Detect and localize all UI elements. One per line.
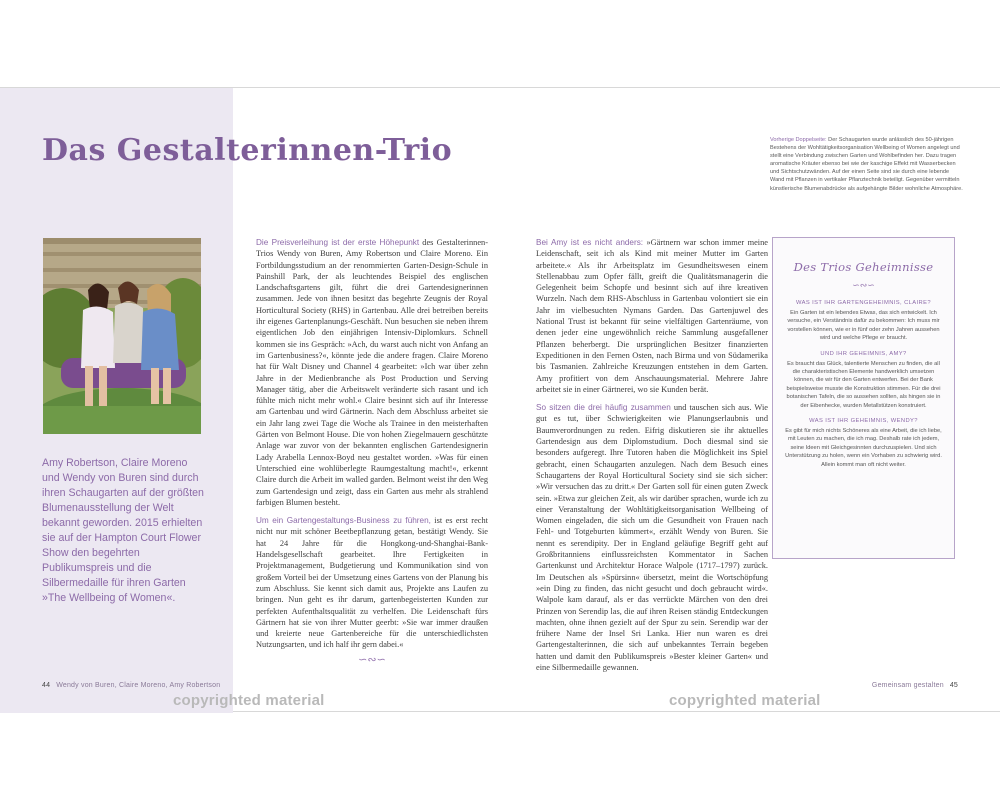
secret-question-amy: UND IHR GEHEIMNIS, AMY?: [820, 350, 907, 357]
watermark-bottom-right: copyrighted material: [669, 692, 821, 709]
secret-answer-wendy: Es gibt für mich nichts Schöneres als eine Arbeit, die ich liebe, mit Leuten zu machen, die ich mag. Deshalb rate ich jedem, seine Ideen mit Gleichgesinnten durchzuspielen. Und sich Unterstützung zu holen, wenn ein Vorhaben zu schwierig wird. Allein kommt man oft nicht weiter.: [785, 428, 942, 468]
ornament-divider: ∽∾∽: [852, 280, 875, 290]
secrets-box: [772, 237, 955, 559]
secret-question-wendy: WAS IST IHR GEHEIMNIS, WENDY?: [809, 418, 918, 425]
running-footer-left: Wendy von Buren, Claire Moreno, Amy Robertson: [56, 682, 221, 689]
paragraph-3: [536, 237, 768, 395]
photo-caption: Amy Robertson, Claire Moreno und Wendy von Buren sind durch ihren Schaugarten auf der größten Blumenausstellung der Welt bekannt geworden. 2015 erhielten sie auf der Hampton Court Flower Show den begehrten Publikumspreis und die Silbermedaille für ihren Garten »The Wellbeing of Women«.: [42, 457, 204, 604]
watermark-bottom-left: copyrighted material: [173, 692, 325, 709]
side-note: [770, 136, 965, 193]
side-note-text: Der Schaugarten wurde anlässlich des 50-jährigen Bestehens der Wohltätigkeitsorganisation Wellbeing of Women angelegt und stellt eine Verbindung zwischen Garten und Wohlbefinden her. Dazu tragen aromatische Kräuter ebenso bei wie der kaschige Effekt mit Wasserbecken und Sichtschutzwänden. Auf der einen Seite sind sie durch eine lebende Wand mit Pflanzen in vertikaler Pflanztechnik beteiligt. Gegenüber vermitteln künstlerische Blumenabdrücke als aufgehängte Bilder wohnliche Atmosphäre.: [770, 137, 963, 192]
paragraph-text: »Gärtnern war schon immer meine Leidenschaft, seit ich als Kind mit meiner Mutter im Garten arbeitete.« Als ihr Arbeitsplatz im Gesundheitswesen einem Stellenabbau zum Opfer fällt, greift die Qualitätsmanagerin die Gelegenheit beim Schopfe und besinnt sich auf ihre kreativen Wurzeln. Nach dem RHS-Abschluss in Gartenbau volontiert sie ein Jahr im vielbesuchten Nymans Garden. Das Gartenjuwel des National Trust ist bekannt für seine vielfältigen Gartenräume, von denen jeder eine ungewöhnlich reiche Sammlung ausgefallener Pflanzen beherbergt. Die ursprünglichen Besitzer finanzierten Expeditionen in den Fernen Osten, nach Birma und von Südamerika bis Tasmanien. Zahlreiche Kreuzungen entstehen in dem Garten. Amy profitiert von dem Anschauungsmaterial. Mehrere Jahre arbeitet sie in einer Gärtnerei, wo sie Kunden berät.: [536, 238, 768, 394]
paragraph-2: [256, 515, 488, 651]
paragraph-1: [256, 237, 488, 508]
secrets-box-title: Des Trios Geheimnisse: [793, 260, 934, 274]
ornament-divider: ∽∾∽: [358, 653, 386, 666]
book-spread: [0, 87, 1000, 712]
paragraph-lead: So sitzen die drei häufig zusammen: [536, 403, 671, 413]
page-number-right: 45: [949, 682, 958, 689]
secret-answer-amy: Es braucht das Glück, talentierte Menschen zu finden, die all die charakteristischen Elemente handwerklich umsetzen können, die wir für den Garten entwerfen. Bei der Bank beispielsweise musste die Konstruktion stimmen. Für die drei botanischen Tafeln, die so aussehen sollten, als hingen sie in der Eibenhecke, wurden Metallstützen konstruiert.: [786, 360, 941, 409]
running-footer-right: Gemeinsam gestalten: [871, 682, 944, 689]
paragraph-lead: Bei Amy ist es nicht anders:: [536, 238, 644, 247]
paragraph-text: des Gestalterinnen-Trios Wendy von Buren, Amy Robertson und Claire Moreno. Ein Fortbildungsstudium an der renommierten Garten-Design-Schule in Painshill Park, der als leuchtendes Beispiel des englischen Landschaftsgartens gilt, führt die drei Gartendesignerinnen zusammen. Jede von ihnen besitzt das begehrte Zeugnis der Royal Horticultural Society (RHS) in Gartenbau. Alle drei betreiben bereits ihr eigenes Gartenplanungs-Geschäft. Nun besuchen sie neben ihrem eigentlichen Job den einjährigen Intensiv-Diplomkurs. Schnell kommen sie ins Gespräch: »Ach, du warst auch nicht von Anfang an im Gartenbusiness?«, könnte jede die andere fragen. Claire Moreno hat für Walt Disney und Channel 4 gearbeitet: »Ich war über zehn Jahre in der Medienbranche als Post Production und Serving Manager tätig, aber die Arbeitswelt veränderte sich rasant und ich fühlte mich nicht mehr wohl.« Claire besinnt sich auf ihr Interesse am Gartenbau und wird Gärtnerin. Nach dem Abschluss arbeitet sie ein Jahr lang zwei Tage die Woche als Trainee in den meisterhaften Gärten von Belmont House. Die von hohen Ziegelmauern geschützte Anlage war zuvor von der bekannten englischen Gartendesignerin Lady Arabella Lennox-Boyd neu gestaltet worden. »Was für einen Unterschied eine wohlüberlegte Raumgestaltung macht!«, erkennt Claire durch die Arbeit im walled garden. Belmont weist ihr den Weg zum Gartendesign und zeigt, dass ein Garten aus mehr als strahlend farbigen Blumen besteht.: [256, 238, 488, 507]
paragraph-text: und tauschen sich aus. Wie gut es tut, über Schwierigkeiten wie Planungserlaubnis und Baumverordnungen zu reden. Eifrig diskutieren sie ihr aktuelles Gartendesign aus dem Diplomstudium. Doch diesmal sind sie besonders aufgeregt. Ihre Tutoren haben die Möglichkeit ins Spiel gebracht, einen Schaugarten anzulegen. Nach dem Besuch eines Schaugartens der Royal Horticultural Society sind sie sich sicher: »Wir versuchen das zu dritt.« Der Garten soll für einen guten Zweck sein. »Etwa zur gleichen Zeit, als wir darüber sprachen, wurde ich zu einer Veranstaltung der Wohltätigkeitsorganisation Wellbeing of Women eingeladen, die sich um die Gesundheit von Frauen nach Fehl- und Totgeburten kümmert«, erzählt Wendy von Buren. Sie nennt es serendipity. Der in England geläufige Begriff geht auf Großbritanniens einflussreichsten Kommentator in Sachen Gartenkunst und Architektur Horace Walpole (1717–1797) zurück. Im Deutschen als »Spürsinn« übersetzt, meint die Wortschöpfung »ein Ding zu finden, das nicht gesucht und doch gebraucht wird«. Walpole kam darauf, als er das verrückte Märchen von den drei Prinzen von Serendip las, die auf ihren Reisen ständig Entdeckungen machten, ohne ihnen gezielt auf der Spur zu sein. Serendip war der frühere Name der Insel Sri Lanka. Hier nun waren es drei Gartengestalterinnen, die sich auf unbekanntes Terrain begeben hatten und damit den Publikumspreis »Bester kleiner Garten« und eine Silbermedaille gewannen.: [536, 403, 768, 672]
secret-question-claire: WAS IST IHR GARTENGEHEIMNIS, CLAIRE?: [795, 300, 932, 306]
paragraph-4: [536, 402, 768, 673]
text-column-left: [256, 237, 488, 666]
paragraph-lead: Die Preisverleihung ist der erste Höhepunkt: [256, 238, 420, 247]
footer-left: [42, 682, 220, 689]
text-column-right: [536, 237, 768, 673]
paragraph-lead: Um ein Gartengestaltungs-Business zu führen,: [256, 516, 431, 526]
side-note-lead: Vorherige Doppelseite:: [770, 137, 827, 143]
page-number-left: 44: [42, 682, 51, 689]
trio-photo: [43, 238, 201, 434]
paragraph-text: ist es erst recht nicht nur mit schöner Beetbepflanzung getan, bestätigt Wendy. Sie hat 24 Jahre für die Hongkong-und-Shanghai-Bank-Handelsgesellschaft gearbeitet. Ihre Fertigkeiten in Projektmanagement, Budgetierung und Kommunikation sind von großem Vorteil bei der Umsetzung eines Gartens von der Planung bis zum Abschluss. Sie kennt sich damit aus, Projekte ans Laufen zu bringen. Nun geht es ihr darum, gartenbegeisterten Kunden zur perfekten Aufenthaltsqualität zu verhelfen. Die Leidenschaft fürs Gärtnern hat sie von ihrer Mutter geerbt: »Sie war immer draußen und kreierte neue Gartenbereiche für die unterschiedlichsten Nutzungsarten, und ich half ihr gern dabei.«: [256, 516, 488, 650]
page-title: Das Gestalterinnen-Trio: [42, 133, 453, 168]
footer-right: [872, 682, 958, 689]
secret-answer-claire: Ein Garten ist ein lebendes Etwas, das sich entwickelt. Ich versuche, ein Verständnis dafür zu bekommen: Ich muss mir vorstellen können, wie er in fünf oder zehn Jahren aussehen wird und welche Pflege er braucht.: [787, 310, 940, 342]
